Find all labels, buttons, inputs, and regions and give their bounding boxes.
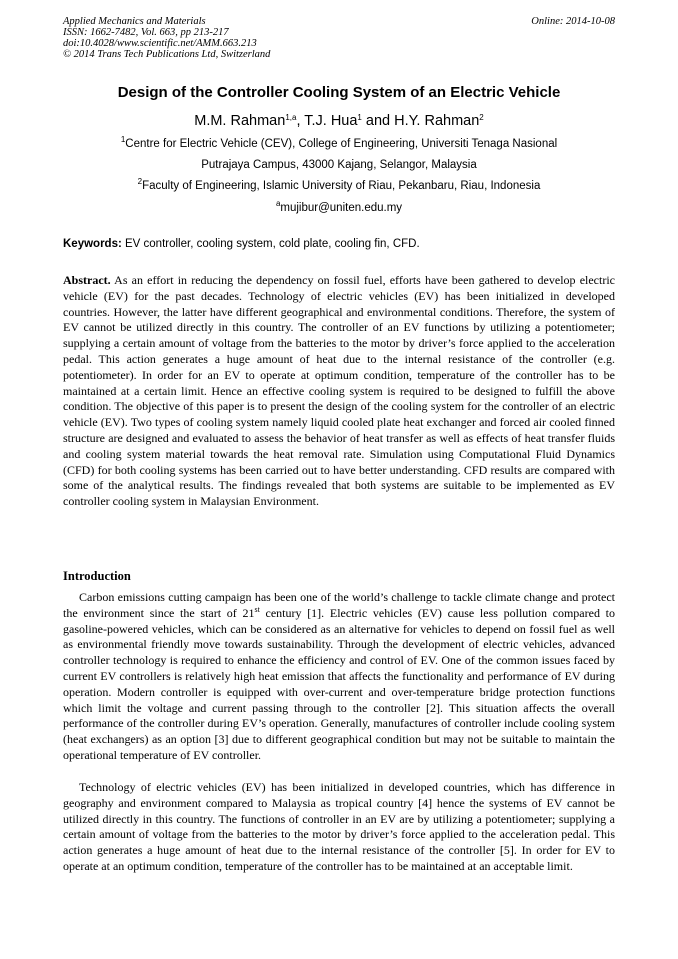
author-2: T.J. Hua (304, 113, 358, 129)
affiliation-1-line-2: Putrajaya Campus, 43000 Kajang, Selangor, Malaysia (201, 159, 477, 171)
affiliation-2-text: Faculty of Engineering, Islamic University of Riau, Pekanbaru, Riau, Indonesia (142, 180, 541, 192)
journal-issn: ISSN: 1662-7482, Vol. 663, pp 213-217 (63, 27, 229, 38)
affiliation-1-line-1: Centre for Electric Vehicle (CEV), College of Engineering, Universiti Tenaga Nasional (125, 138, 558, 150)
author-3-affiliation: 2 (479, 113, 484, 122)
keywords-label: Keywords: (63, 238, 122, 250)
keywords (63, 238, 615, 250)
author-1-affiliation: 1,a (285, 113, 297, 122)
author-list (0, 113, 678, 129)
introduction-paragraph-2: Technology of electric vehicles (EV) has been initialized in developed countries, which has difference in geography and environment compared to Malaysia as tropical country [4] hence the systems of EV cannot be utilized directly in this country. The functions of controller in an EV are by utilizing a potentiometer; supplying a certain amount of voltage from the batteries to the motor by driver’s force applied to the acceleration pedal. This action generates a huge amount of heat due to the internal resistance of the controller [5]. In order for EV to operate at an optimum condition, temperature of the controller has to be maintained at an acceptable limit. (63, 780, 615, 873)
affiliation-2 (0, 177, 678, 192)
affiliation-2-marker: 2 (137, 177, 143, 186)
introduction-paragraph-1 (63, 590, 615, 764)
abstract-text: As an effort in reducing the dependency on fossil fuel, efforts have been gathered to develop electric vehicle (EV) for the past decades. Technology of electric vehicles (EV) has been initialized in developed countries. However, the latter have different geographical and environmental conditions. Therefore, the system of EV cannot be utilized directly in this country. The controller of an EV functions by utilizing a potentiometer; supplying a certain amount of voltage from the batteries to the motor by driver’s force applied to the acceleration pedal. This action generates a huge amount of heat due to the internal resistance of the controller (e.g. potentiometer). In order for an EV to operate at optimum condition, temperature of the controller has to be maintained at a certain limit. Hence an effective cooling system is required to be designed to fulfill the above condition. The objective of this paper is to present the design of the cooling system for the controller of an electric vehicle (EV). Two types of cooling system namely liquid cooled plate heat exchanger and forced air cooled finned structure are designed and evaluated to assess the behavior of heat transfer as well as effects of heat transfer fluids and cooling system material towards the heat removal rate. Simulation using Computational Fluid Dynamics (CFD) for both cooling systems has been carried out to have better understanding. CFD results are compared with some of the analytical results. The findings revealed that both systems are suitable to be implemented as EV controller cooling system in Malaysian Environment. (63, 273, 615, 509)
abstract-label: Abstract. (63, 273, 111, 287)
paper-title: Design of the Controller Cooling System of an Electric Vehicle (117, 84, 561, 101)
contact-email (0, 199, 678, 214)
author-separator: , (296, 113, 305, 129)
author-1: M.M. Rahman (194, 113, 286, 129)
keywords-text: EV controller, cooling system, cold plate, cooling fin, CFD. (121, 238, 420, 250)
email-address: mujibur@uniten.edu.my (280, 202, 403, 214)
online-date: Online: 2014-10-08 (531, 16, 615, 27)
author-2-affiliation: 1 (357, 113, 362, 122)
author-separator: and (361, 113, 395, 129)
journal-doi: doi:10.4028/www.scientific.net/AMM.663.213 (63, 38, 257, 49)
section-heading-introduction: Introduction (63, 569, 131, 583)
journal-header (63, 16, 615, 60)
paragraph-1-part-b: century [1]. Electric vehicles (EV) cause less pollution compared to gasoline-powered vehicles, which can be considered as an alternative for vehicles to depend on fossil fuel as well as environmental friendly move towards sustainability. Through the development of electric vehicles, advanced controller technology is required to enhance the efficiency and control of EV. One of the common issues faced by current EV controllers is relatively high heat emission that affects the functionality and performance of EV during operation. Modern controller is equipped with over-current and over-temperature bridge protection functions which limit the voltage and current passing through to the controller [2]. This situation affects the overall performance of the controller during EV’s operation. Generally, manufactures of controller include cooling system (heat exchangers) as an option [3] due to different geographical condition but may not be suitable to maintain the operational temperature of EV controller. (63, 605, 615, 762)
affiliation-1-marker: 1 (120, 135, 126, 144)
abstract (63, 273, 615, 510)
author-3: H.Y. Rahman (394, 113, 480, 129)
journal-name: Applied Mechanics and Materials (63, 16, 206, 27)
journal-copyright: © 2014 Trans Tech Publications Ltd, Switzerland (63, 49, 271, 60)
ordinal-suffix: st (254, 604, 260, 614)
paragraph-1-part-a: Carbon emissions cutting campaign has been one of the world’s challenge to tackle climate change and protect the environment since the start of 21 (63, 590, 615, 620)
affiliation-1 (0, 135, 678, 150)
email-marker: a (275, 199, 281, 208)
